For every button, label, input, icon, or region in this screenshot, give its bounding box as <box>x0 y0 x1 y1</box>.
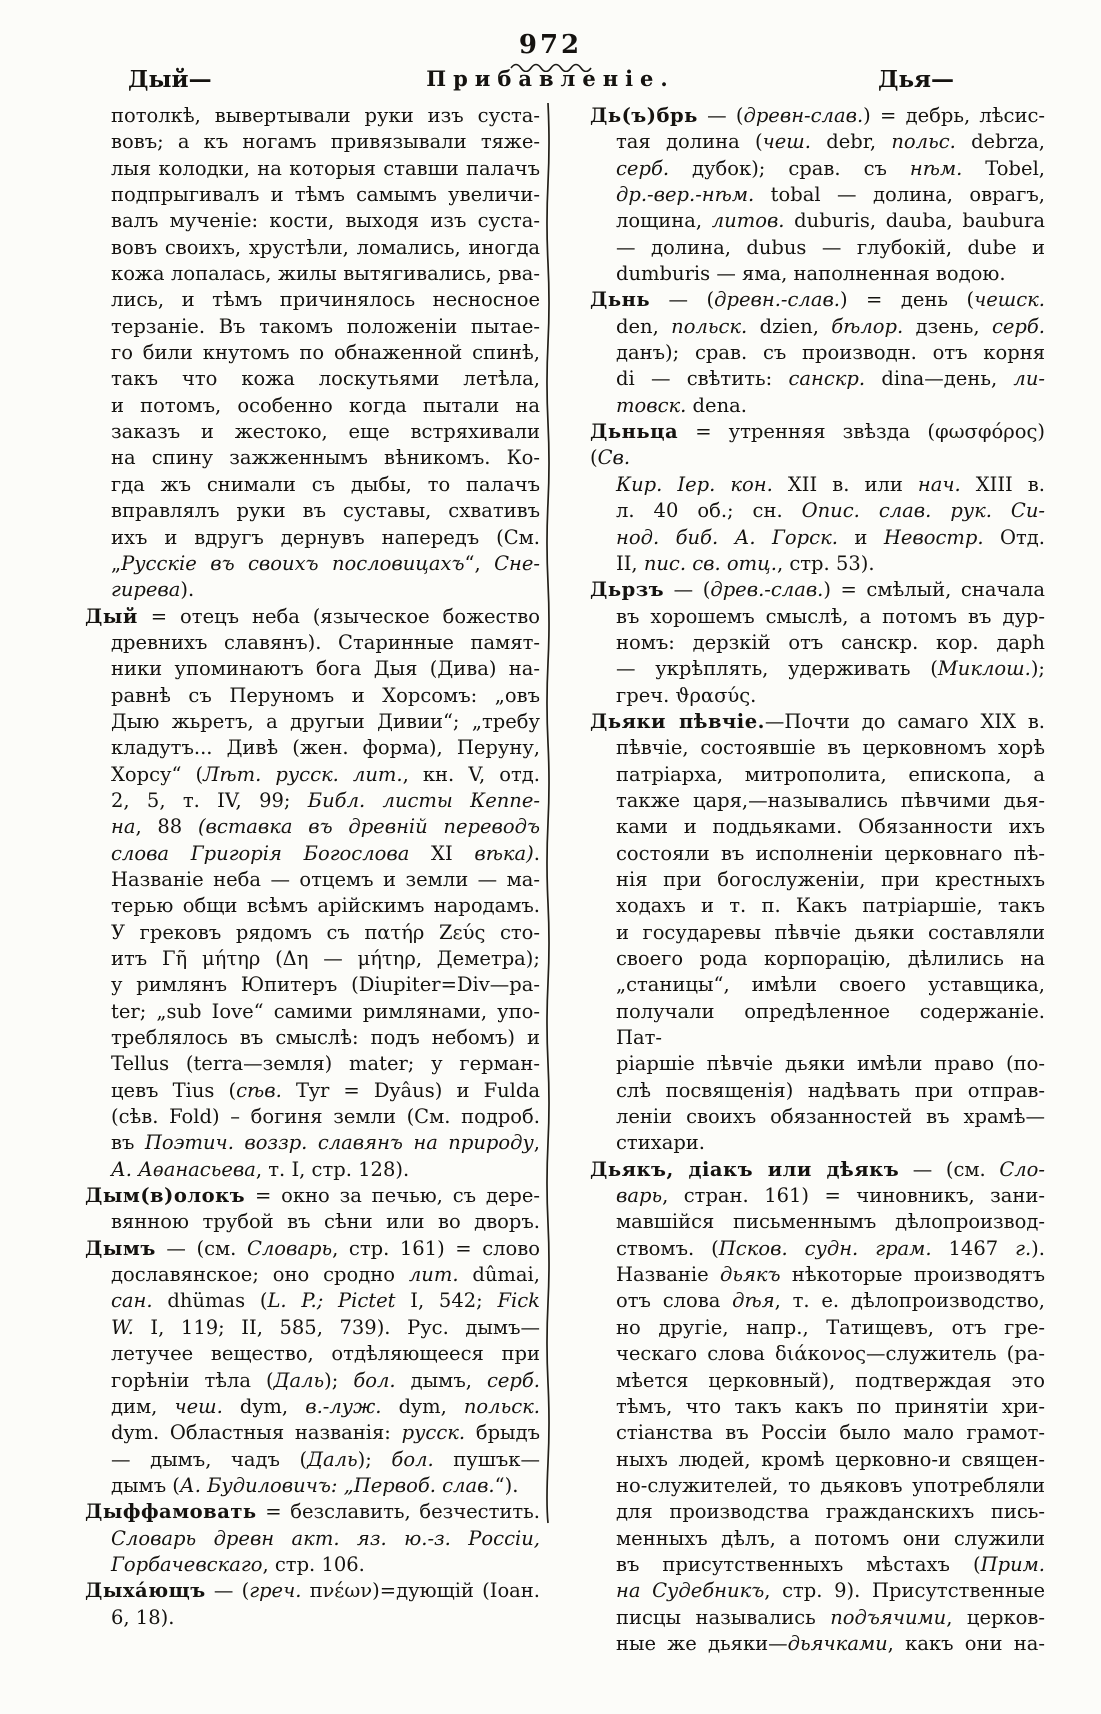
text-line: Названіе дьякъ нѣкоторые производятъ <box>616 1263 1045 1287</box>
running-head-left: Дый— <box>128 66 212 93</box>
entry-dbr <box>590 103 1045 287</box>
page-number: 972 <box>518 30 583 60</box>
text-line: (сѣв. Fold) – богиня земли (См. подроб. <box>111 1105 540 1129</box>
text-line: ческаго слова διάκονος—служитель (ра- <box>616 1342 1045 1366</box>
text-line: получали опредѣленное содержаніе. Пат- <box>616 999 1045 1050</box>
text-line: Дьякъ, діакъ или дѣякъ — (см. Сло- <box>590 1157 1045 1181</box>
text-line: отъ слова дѣя, т. е. дѣлопроизводство, <box>616 1289 1045 1313</box>
text-line: въ хорошемъ смыслѣ, а потомъ въ дур- <box>616 604 1045 628</box>
text-line: ріаршіе пѣвчіе дьяки имѣли право (по- <box>616 1052 1045 1076</box>
text-line: dym. Областныя названія: русск. брыдъ <box>111 1421 540 1445</box>
text-line: треблялось въ смыслѣ: подъ небомъ) и <box>111 1026 540 1050</box>
text-line: — дымъ, чадъ (Даль); бол. пушък— <box>111 1447 540 1471</box>
text-line: дымъ (А. Будиловичъ: „Первоб. слав.“). <box>111 1473 519 1497</box>
text-line: Дым(в)олокъ = окно за печью, съ дере- <box>85 1184 540 1208</box>
text-line: равнѣ съ Перуномъ и Хорсомъ: „овъ <box>111 683 540 707</box>
text-line: горѣніи тѣла (Даль); бол. дымъ, серб. <box>111 1368 540 1392</box>
text-line: кладутъ... Дивѣ (жен. форма), Перуну, <box>111 736 540 760</box>
text-line: го били кнутомъ по обнаженной спинѣ, <box>111 341 540 365</box>
text-line: Дьрзъ — (древ.-слав.) = смѣлый, сначала <box>590 578 1045 602</box>
text-line: У грековъ рядомъ съ πατήρ Ζεύς сто- <box>111 920 540 944</box>
entry-dyak <box>590 1157 1045 1658</box>
text-line: валъ мученіе: кости, выходя изъ суста- <box>111 209 540 233</box>
text-line: слова Григорія Богослова XI вѣка). <box>111 841 540 865</box>
text-line: di — свѣтить: санскр. dina—день, ли- <box>616 367 1045 391</box>
text-line: въ Поэтич. воззр. славянъ на природу, <box>111 1131 540 1155</box>
text-line: Хорсу“ (Лѣт. русск. лит., кн. V, отд. <box>111 762 540 786</box>
text-line: такъ что кожа лоскутьями летѣла, <box>111 367 540 391</box>
entry-dym <box>85 1236 540 1499</box>
text-line: Дыха́ющъ — (греч. πνέων)=дующій (Іоан. <box>85 1579 540 1603</box>
text-line: гда жъ снимали съ дыбы, то палачъ <box>111 472 540 496</box>
text-line: на Судебникъ, стр. 9). Присутственные <box>616 1579 1045 1603</box>
text-line: ter; „sub Iove“ самими римлянами, упо- <box>111 999 540 1023</box>
text-line: нод. биб. А. Горск. и Невостр. Отд. <box>616 525 1045 549</box>
text-line: терью общи всѣмъ арійскимъ народамъ. <box>111 894 540 918</box>
text-line: Дыю жьретъ, а другыи Дивии“; „требу <box>111 709 540 733</box>
text-line: 6, 18). <box>111 1605 175 1629</box>
text-line: но-служителей, то дьяковъ употребляли <box>616 1473 1045 1497</box>
text-line: и потомъ, особенно когда пытали на <box>111 393 540 417</box>
text-line: сан. dhümas (L. P.; Pictet I, 542; Fick <box>111 1289 540 1313</box>
text-line: нія при богослуженіи, при крестныхъ <box>616 867 1045 891</box>
text-line: потолкѣ, вывертывали руки изъ суста- <box>111 104 540 127</box>
text-line: лощина, литов. duburis, dauba, baubura <box>616 209 1045 233</box>
text-line: ихъ и вдругъ дернувъ напередъ (См. <box>111 525 540 549</box>
text-line: писцы назывались подъячими, церков- <box>616 1605 1045 1629</box>
text-line: и государевы пѣвчіе дьяки составляли <box>616 920 1045 944</box>
text-line: — долина, dubus — глубокій, dube и <box>616 235 1045 259</box>
text-line: ками и поддьяками. Обязанности ихъ <box>616 815 1045 839</box>
text-line: въ присутственныхъ мѣстахъ (Прим. <box>616 1552 1045 1576</box>
text-line: но другіе, напр., Татищевъ, отъ гре- <box>616 1315 1045 1339</box>
text-line: ники упоминаютъ бога Дыя (Дива) на- <box>111 657 540 681</box>
text-line: итъ Γῆ μήτηρ (Δη — μήτηρ, Деметра); <box>111 947 540 970</box>
text-line: лись, и тѣмъ причинялось несносное <box>111 288 540 312</box>
text-line: W. I, 119; II, 585, 739). Рус. дымъ— <box>111 1315 540 1339</box>
text-line: Дымъ — (см. Словарь, стр. 161) = слово <box>85 1236 540 1260</box>
text-line: Словарь древн акт. яз. ю.-з. Россіи, <box>111 1526 540 1550</box>
text-line: номъ: дерзкій отъ санскр. кор. дарh <box>616 630 1045 654</box>
text-line: II, пис. св. отц., стр. 53). <box>616 551 875 575</box>
text-line: стихари. <box>616 1131 706 1155</box>
text-line: леніи своихъ обязанностей въ храмѣ— <box>616 1105 1045 1129</box>
text-line: данъ); срав. съ производн. отъ корня <box>616 341 1045 365</box>
text-line: у римлянъ Юпитеръ (Diupiter=Div—pa- <box>111 973 540 997</box>
text-line: мѣется церковный), подтверждая это <box>616 1368 1045 1392</box>
text-line: подпрыгивалъ и тѣмъ самымъ увеличи- <box>111 183 540 207</box>
text-line: тая долина (чеш. debr, польс. debrza, <box>616 130 1045 154</box>
text-line: менныхъ дѣлъ, а потомъ они служили <box>616 1526 1045 1550</box>
text-line: „станицы“, имѣли своего уставщика, <box>616 973 1045 997</box>
text-line: летучее вещество, отдѣляющееся при <box>111 1342 540 1366</box>
text-line: на спину зажженнымъ вѣникомъ. Ко- <box>111 446 540 470</box>
text-line: кожа лопалась, жилы вытягивались, рва- <box>111 262 540 286</box>
entry-dyaki-pevchie <box>590 709 1045 1157</box>
text-line: др.-вер.-нѣм. tobal — долина, оврагъ, <box>616 183 1045 207</box>
text-line: пѣвчіе, состоявшіе въ церковномъ хорѣ <box>616 736 1045 760</box>
text-line: своего рода корпорацію, дѣлились на <box>616 947 1045 970</box>
entry-dyhajushch <box>85 1578 540 1631</box>
text-line: серб. дубок); срав. съ нѣм. Tobel, <box>616 156 1045 180</box>
text-line: den, польск. dzien, бѣлор. дзень, серб. <box>616 314 1045 338</box>
text-line: вовъ; а къ ногамъ привязывали тяже- <box>111 130 540 154</box>
text-line: древнихъ славянъ). Старинные памят- <box>111 630 540 654</box>
text-line: терзаніе. Въ такомъ положеніи пытае- <box>111 314 540 338</box>
text-line: товск. dena. <box>616 393 747 417</box>
text-line: вправлялъ руки въ суставы, схвативъ <box>111 499 540 523</box>
text-line: л. 40 об.; сн. Опис. слав. рук. Си- <box>616 499 1045 523</box>
text-line: заказъ и жестоко, еще встряхивали <box>111 420 540 444</box>
text-line: стіанства въ Россіи было мало грамот- <box>616 1421 1045 1445</box>
text-line: А. Аѳанасьева, т. I, стр. 128). <box>111 1157 410 1181</box>
text-line: ныхъ людей, кромѣ церковно-и священ- <box>616 1447 1045 1471</box>
text-line: Кир. Іер. кон. XII в. или нач. XIII в. <box>616 472 1045 496</box>
text-line: также царя,—назывались пѣвчими дья- <box>616 788 1045 812</box>
text-line: тѣмъ, что такъ какъ по принятіи хри- <box>616 1394 1045 1418</box>
column-left <box>85 103 540 1657</box>
entry-dymvolok <box>85 1183 540 1236</box>
text-line: дим, чеш. dym, в.-луж. dym, польск. <box>111 1394 540 1418</box>
text-line: вянною трубой въ сѣни или во дворъ. <box>111 1210 540 1234</box>
text-line: Дьяки пѣвчіе.—Почти до самаго XIX в. <box>590 709 1045 733</box>
text-line: мавшійся письменнымъ дѣлопроизвод- <box>616 1210 1045 1234</box>
text-line: состояли въ исполненіи церковнаго пѣ- <box>616 841 1045 865</box>
entry-dn <box>590 287 1046 419</box>
text-line: Tellus (terra—земля) mater; у герман- <box>111 1052 540 1076</box>
text-line: гирева). <box>111 578 195 602</box>
text-line: варь, стран. 161) = чиновникъ, зани- <box>616 1184 1045 1208</box>
text-line: дославянское; оно сродно лит. dûmai, <box>111 1263 540 1287</box>
column-right <box>590 103 1045 1657</box>
text-line: на, 88 (вставка въ древній переводъ <box>111 815 540 839</box>
entry-drz <box>590 577 1045 709</box>
running-head-right: Дья— <box>878 66 955 93</box>
text-line: Горбачевскаго, стр. 106. <box>111 1552 365 1576</box>
text-line: для производства гражданскихъ пись- <box>616 1500 1045 1524</box>
text-line: цевъ Tius (сѣв. Tyr = Dyâus) и Fulda <box>111 1078 541 1102</box>
text-line: Дьньца = утренняя звѣзда (φωσφόρος) (Св. <box>590 420 1045 470</box>
text-line: лыя колодки, на которыя ставши палачъ <box>111 156 540 180</box>
entry-dyj <box>85 604 541 1184</box>
page-title: Прибавленіе. <box>426 66 675 91</box>
text-columns <box>85 103 1045 1657</box>
text-line: патріарха, митрополита, епископа, а <box>616 762 1045 786</box>
text-line: — укрѣплять, удерживать (Миклош.); <box>616 657 1045 681</box>
text-line: Названіе неба — отцемъ и земли — ма- <box>111 867 540 891</box>
text-line: „Русскіе въ своихъ пословицахъ“, Сне- <box>111 551 540 575</box>
text-line: Дый = отецъ неба (языческое божество <box>85 604 540 628</box>
text-line: ные же дьяки—дьячками, какъ они на- <box>616 1631 1045 1655</box>
text-line: слѣ посвященія) надѣвать при отправ- <box>616 1078 1045 1102</box>
text-line: греч. ϑρασύς. <box>616 683 757 707</box>
text-line: Дьнь — (древн.-слав.) = день (чешск. <box>590 288 1046 312</box>
entry-dyffamovat <box>85 1499 540 1578</box>
running-heads <box>0 66 1101 96</box>
text-line: ствомъ. (Псков. судн. грам. 1467 г.). <box>616 1236 1045 1260</box>
text-line: Дь(ъ)брь — (древн-слав.) = дебрь, лѣсис- <box>590 104 1045 127</box>
text-line: Дыффамовать = безславить, безчестить. <box>85 1500 540 1524</box>
text-line: 2, 5, т. IV, 99; Библ. листы Кеппе- <box>111 788 541 812</box>
continuation-paragraph-dyba <box>111 103 540 604</box>
text-line: вовъ своихъ, хрустѣли, ломались, иногда <box>111 235 540 259</box>
text-line: dumburis — яма, наполненная водою. <box>616 262 1006 286</box>
entry-dnica <box>590 419 1045 577</box>
text-line: ходахъ и т. п. Какъ патріаршіе, такъ <box>616 894 1045 918</box>
